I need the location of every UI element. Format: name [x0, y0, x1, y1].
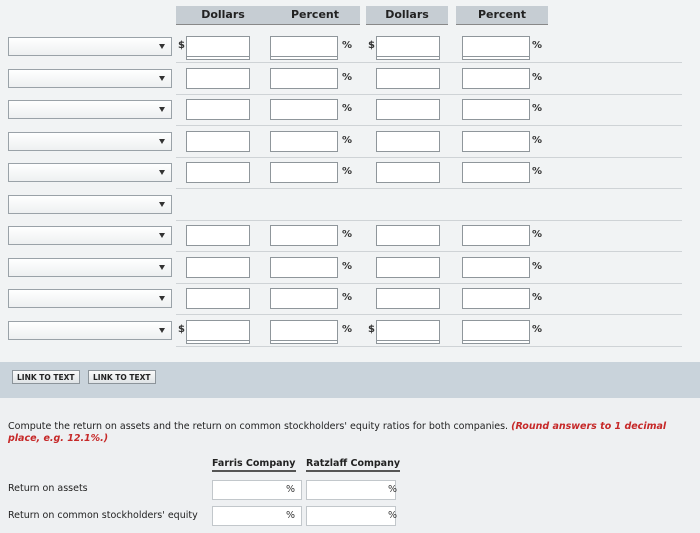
- farris-dollars-input[interactable]: [186, 257, 250, 278]
- account-dropdown[interactable]: [8, 132, 172, 151]
- percent-sign: %: [342, 166, 353, 177]
- return-on-equity-label: Return on common stockholders' equity: [8, 510, 198, 521]
- chevron-down-icon: [159, 233, 165, 238]
- link-to-text-button-2[interactable]: LINK TO TEXT: [88, 370, 156, 384]
- farris-percent-input[interactable]: [270, 68, 338, 89]
- table-row: [0, 34, 700, 66]
- instructions: [8, 421, 696, 445]
- farris-percent-input[interactable]: [270, 99, 338, 120]
- farris-dollars-input[interactable]: [186, 288, 250, 309]
- farris-dollars-input[interactable]: [186, 225, 250, 246]
- table-row: [0, 160, 700, 192]
- link-to-text-button-1[interactable]: LINK TO TEXT: [12, 370, 80, 384]
- dollar-sign: $: [178, 323, 185, 335]
- percent-sign: %: [342, 229, 353, 240]
- percent-sign: %: [388, 484, 398, 495]
- dollar-sign: $: [178, 40, 185, 51]
- ratzlaff-return-on-assets-input[interactable]: [306, 480, 396, 500]
- farris-percent-input[interactable]: [270, 288, 338, 309]
- farris-company-header: Farris Company: [212, 458, 296, 472]
- percent-sign: %: [342, 323, 353, 335]
- chevron-down-icon: [159, 76, 165, 81]
- percent-sign: %: [388, 510, 398, 521]
- table-row: [0, 286, 700, 318]
- ratzlaff-percent-input[interactable]: [462, 162, 530, 183]
- ratzlaff-dollars-input[interactable]: [376, 257, 440, 278]
- farris-dollars-input[interactable]: [186, 99, 250, 120]
- ratzlaff-return-on-equity-input[interactable]: [306, 506, 396, 526]
- ratzlaff-dollars-input[interactable]: [376, 320, 440, 341]
- table-row: [0, 318, 700, 350]
- account-dropdown[interactable]: [8, 226, 172, 245]
- ratzlaff-percent-input[interactable]: [462, 257, 530, 278]
- table-row: [0, 223, 700, 255]
- ratzlaff-percent-input[interactable]: [462, 288, 530, 309]
- percent-sign: %: [286, 510, 296, 521]
- chevron-down-icon: [159, 296, 165, 301]
- dollar-sign: $: [368, 323, 375, 335]
- account-dropdown[interactable]: [8, 258, 172, 277]
- instruction-text: Compute the return on assets and the return on common stockholders' equity ratios for both companies.: [8, 421, 509, 432]
- percent-sign: %: [532, 71, 543, 83]
- ratzlaff-company-header: Ratzlaff Company: [306, 458, 400, 472]
- table-row: [0, 192, 700, 224]
- farris-dollars-input[interactable]: [186, 36, 250, 57]
- farris-dollars-input[interactable]: [186, 162, 250, 183]
- ratzlaff-percent-input[interactable]: [462, 225, 530, 246]
- percent-sign: %: [342, 292, 353, 303]
- percent-sign: %: [342, 260, 353, 272]
- account-dropdown[interactable]: [8, 37, 172, 56]
- farris-dollars-input[interactable]: [186, 131, 250, 152]
- farris-percent-input[interactable]: [270, 257, 338, 278]
- table-row: [0, 97, 700, 129]
- farris-percent-input[interactable]: [270, 320, 338, 341]
- ratzlaff-percent-input[interactable]: [462, 68, 530, 89]
- percent-sign: %: [532, 260, 543, 272]
- table-row: [0, 66, 700, 98]
- percent-sign: %: [342, 40, 353, 51]
- table-row: [0, 129, 700, 161]
- ratzlaff-percent-input[interactable]: [462, 36, 530, 57]
- farris-percent-header: Percent: [270, 6, 360, 25]
- farris-percent-input[interactable]: [270, 36, 338, 57]
- account-dropdown[interactable]: [8, 321, 172, 340]
- rounding-note: (Round answers to 1 decimal place, e.g. 12.1%.): [8, 421, 667, 444]
- account-dropdown[interactable]: [8, 163, 172, 182]
- chevron-down-icon: [159, 107, 165, 112]
- ratzlaff-percent-input[interactable]: [462, 320, 530, 341]
- percent-sign: %: [532, 292, 543, 303]
- ratzlaff-dollars-input[interactable]: [376, 162, 440, 183]
- percent-sign: %: [532, 229, 543, 240]
- farris-dollars-input[interactable]: [186, 320, 250, 341]
- ratzlaff-dollars-header: Dollars: [366, 6, 448, 25]
- ratzlaff-dollars-input[interactable]: [376, 68, 440, 89]
- percent-sign: %: [342, 71, 353, 83]
- percent-sign: %: [342, 103, 353, 114]
- percent-sign: %: [342, 134, 353, 146]
- ratzlaff-dollars-input[interactable]: [376, 225, 440, 246]
- farris-percent-input[interactable]: [270, 225, 338, 246]
- account-dropdown[interactable]: [8, 100, 172, 119]
- return-on-assets-label: Return on assets: [8, 483, 88, 494]
- percent-sign: %: [532, 103, 543, 114]
- ratzlaff-dollars-input[interactable]: [376, 288, 440, 309]
- dollar-sign: $: [368, 40, 375, 51]
- chevron-down-icon: [159, 328, 165, 333]
- chevron-down-icon: [159, 265, 165, 270]
- farris-dollars-header: Dollars: [176, 6, 270, 25]
- account-dropdown[interactable]: [8, 69, 172, 88]
- chevron-down-icon: [159, 44, 165, 49]
- ratzlaff-percent-input[interactable]: [462, 99, 530, 120]
- percent-sign: %: [286, 484, 296, 495]
- chevron-down-icon: [159, 202, 165, 207]
- chevron-down-icon: [159, 139, 165, 144]
- farris-dollars-input[interactable]: [186, 68, 250, 89]
- ratzlaff-percent-header: Percent: [456, 6, 548, 25]
- percent-sign: %: [532, 323, 543, 335]
- ratzlaff-dollars-input[interactable]: [376, 131, 440, 152]
- account-dropdown[interactable]: [8, 289, 172, 308]
- ratzlaff-percent-input[interactable]: [462, 131, 530, 152]
- percent-sign: %: [532, 134, 543, 146]
- farris-percent-input[interactable]: [270, 162, 338, 183]
- chevron-down-icon: [159, 170, 165, 175]
- account-dropdown[interactable]: [8, 195, 172, 214]
- ratzlaff-dollars-input[interactable]: [376, 99, 440, 120]
- table-row: [0, 255, 700, 287]
- percent-sign: %: [532, 40, 543, 51]
- ratzlaff-dollars-input[interactable]: [376, 36, 440, 57]
- percent-sign: %: [532, 166, 543, 177]
- farris-percent-input[interactable]: [270, 131, 338, 152]
